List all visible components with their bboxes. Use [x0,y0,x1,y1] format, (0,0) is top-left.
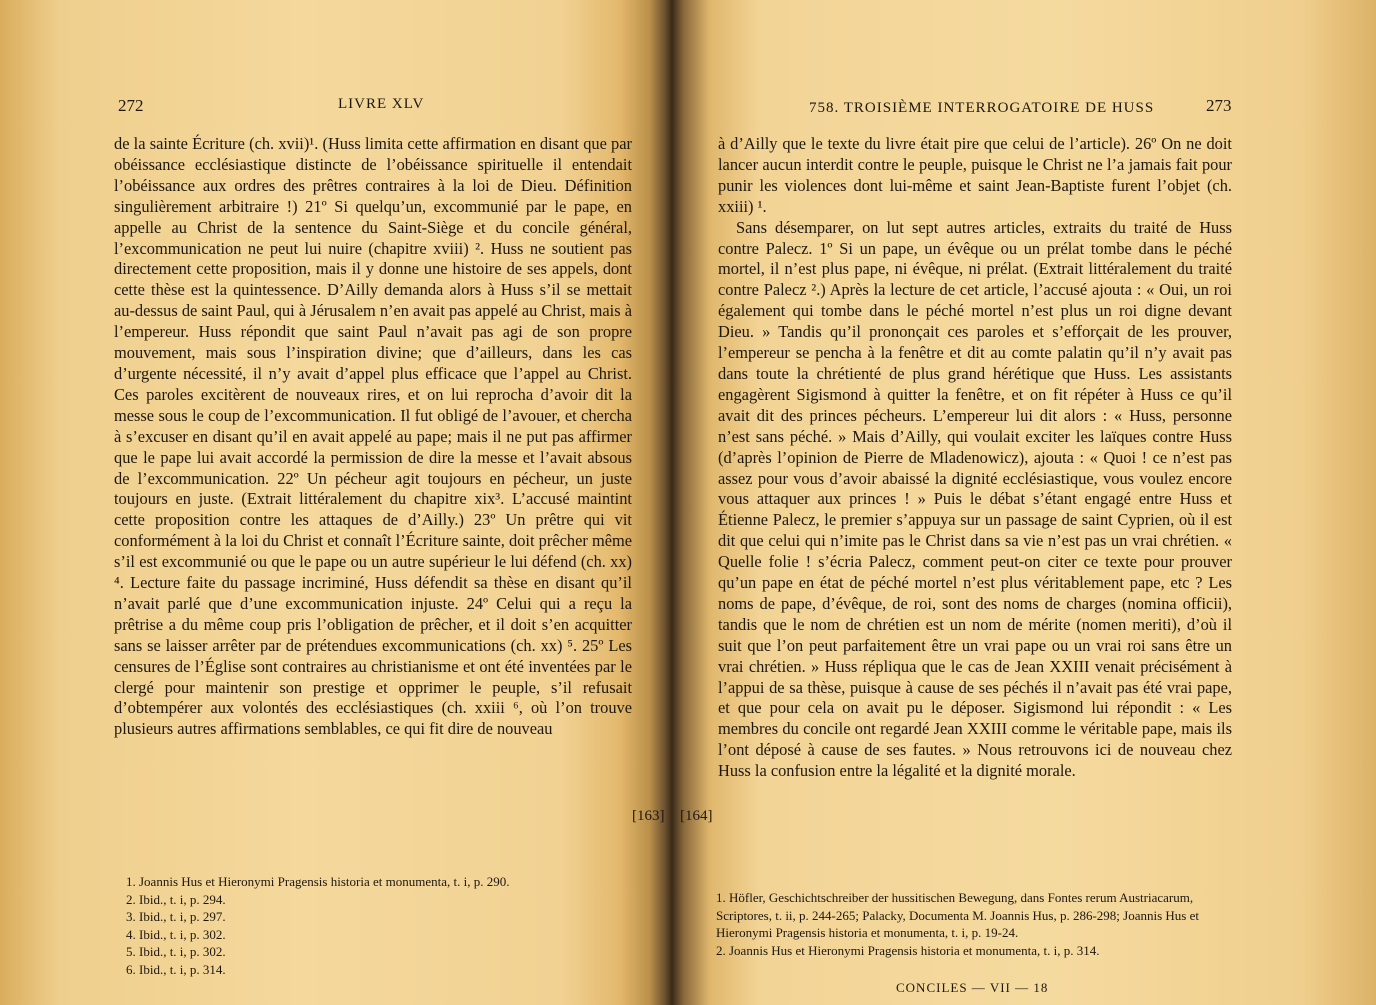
page-number: 273 [1206,96,1232,115]
page-number: 272 [118,96,144,115]
running-head: 758. TROISIÈME INTERROGATOIRE DE HUSS [809,100,1155,116]
footnote: 2. Ibid., t. i, p. 294. [126,891,226,907]
left-page [0,0,668,1005]
footnote: 5. Ibid., t. i, p. 302. [126,944,226,960]
margin-marker: [164] [680,808,713,824]
body-text [718,134,1232,782]
paragraph: à d’Ailly que le texte du livre était pire que celui de l’article). 26º On ne doit lancer aucun interdit contre le peuple, puisque le Christ ne l’a jamais fait pour punir les violences dont lui-même et saint Jean-Baptiste furent l’objet (ch. xxiii) ¹. [718,134,1232,216]
footnote: 2. Joannis Hus et Hieronymi Pragensis historia et monumenta, t. i, p. 314. [716,942,1100,958]
signature-line: CONCILES — VII — 18 [896,980,1049,995]
footnote: 1. Höfler, Geschichtschreiber der hussitischen Bewegung, dans Fontes rerum Austriacarum, Scriptores, t. ii, p. 244-265; Palacky, Documenta M. Joannis Hus, p. 286-298; Joannis Hus et Hieronymi Pragensis historia et monumenta, t. i, p. 19-24. [716,890,1199,941]
footnote: 1. Joannis Hus et Hieronymi Pragensis historia et monumenta, t. i, p. 290. [126,874,510,889]
running-head: LIVRE XLV [338,96,425,112]
right-page [676,0,1376,1005]
paragraph: Sans désemparer, on lut sept autres articles, extraits du traité de Huss contre Palecz. 1º Si un pape, un évêque ou un prélat tombe dans le péché mortel, il n’est plus pape, ni évêque, ni prélat. (Extrait littéralement du traité contre Palecz ².) Après la lecture de cet article, l’accusé ajouta : « Oui, un roi également qui tombe dans le péché mortel n’est plus un roi digne devant Dieu. » Tandis qu’il prononçait ces paroles et s’efforçait de les prouver, l’empereur se pencha à la fenêtre et dit au comte palatin qu’il n’y avait pas dans toute la chrétienté de plus grand hérétique que Huss. Les assistants engagèrent Sigismond à quitter la fenêtre, et on fit répéter à Huss ce qu’il avait dit des princes pécheurs. L’empereur lui dit alors : « Huss, personne n’est sans péché. » Mais d’Ailly, qui voulait exciter les laïques contre Huss (d’après l’opinion de Pierre de Mladenowicz), ajouta : « Quoi ! ce n’est pas assez pour vous d’avoir abaissé la dignité ecclésiastique, vous voulez encore vous attaquer aux princes ! » Puis le débat s’étant engagé entre Huss et Étienne Palecz, le premier s’appuya sur un passage de saint Cyprien, où il est dit que celui qui n’imite pas le Christ dans sa vie n’est pas un vrai chrétien. « Quelle folie ! s’écria Palecz, comment peut-on citer ce texte pour prouver qu’un pape en état de péché mortel n’est plus véritablement pape, etc ? Les noms de pape, d’évêque, de roi, sont des noms de charges (nomina officii), tandis que le nom de chrétien est un nom de mérite (nomen meriti), d’où il suit que l’on peut parfaitement être un vrai pape ou un vrai roi sans être un vrai chrétien. » Huss répliqua que le cas de Jean XXIII venait précisément à l’appui de sa thèse, puisque à cause de ses péchés il n’avait pas été vrai pape, et que pour cela on avait pu le déposer. Sigismond lui répondit : « Les membres du concile ont regardé Jean XXIII comme le véritable pape, mais ils l’ont déposé à cause de ses fautes. » Nous retrouvons ici de nouveau chez Huss la confusion entre la légalité et la dignité morale. [718,217,1232,781]
footnotes [126,873,626,979]
margin-marker: [163] [632,808,665,824]
footnote: 4. Ibid., t. i, p. 302. [126,926,226,942]
paragraph: de la sainte Écriture (ch. xvii)¹. (Huss limita cette affirmation en disant que par obéissance ecclésiastique distincte de l’obéissance spirituelle il entendait l’obéissance aux ordres des prêtres contraires à la loi de Dieu. Définition singulièrement arbitraire !) 21º Si quelqu’un, excommunié par le pape, en appelle au Christ de la sentence du Saint-Siège et du concile général, l’excommunication ne peut lui nuire (chapitre xviii) ². Huss ne soutient pas directement cette proposition, mais il y donne une histoire de ses appels, dont cette thèse est la quintessence. D’Ailly demanda alors à Huss s’il se mettait au-dessus de saint Paul, qui à Jérusalem n’en avait pas appelé au Christ, mais à l’empereur. Huss répondit que saint Paul n’avait pas agi de son propre mouvement, mais sous l’inspiration divine; que d’ailleurs, dans les cas d’urgente nécessité, il n’y avait d’appel plus efficace que l’appel au Christ. Ces paroles excitèrent de nouveaux rires, et on lui reprocha d’avoir dit la messe sous le coup de l’excommunication. Il fut obligé de l’avouer, et chercha à s’excuser en disant qu’il en avait appelé au pape; mais il ne put pas affirmer que le pape lui avait accordé la permission de dire la messe et l’avait absous de l’excommunication. 22º Un pécheur agit toujours en pécheur, un juste toujours en juste. (Extrait littéralement du chapitre xix³. L’accusé maintint cette proposition contre les attaques de d’Ailly.) 23º Un prêtre qui vit conformément à la loi du Christ et connaît l’Écriture sainte, doit prêcher même s’il est excommunié ou que le pape ou un autre supérieur le lui défend (ch. xx) ⁴. Lecture faite du passage incriminé, Huss défendit sa thèse en disant qu’il n’avait parlé que d’une excommunication injuste. 24º Celui qui a reçu la prêtrise a du même coup pris l’obligation de prêcher, et il doit s’en acquitter sans se laisser arrêter par de prétendues excommunications (ch. xx) ⁵. 25º Les censures de l’Église sont contraires au christianisme et ont été inventées par le clergé pour maintenir son prestige et opprimer le peuple, s’il refusait d’obtempérer aux volontés des ecclésiastiques (ch. xxiii ⁶, où l’on trouve plusieurs autres affirmations semblables, ce qui fit dire de nouveau [114,134,632,739]
body-text [114,134,632,740]
footnote: 6. Ibid., t. i, p. 314. [126,961,226,977]
footnotes [716,889,1232,959]
footnote: 3. Ibid., t. i, p. 297. [126,909,226,925]
